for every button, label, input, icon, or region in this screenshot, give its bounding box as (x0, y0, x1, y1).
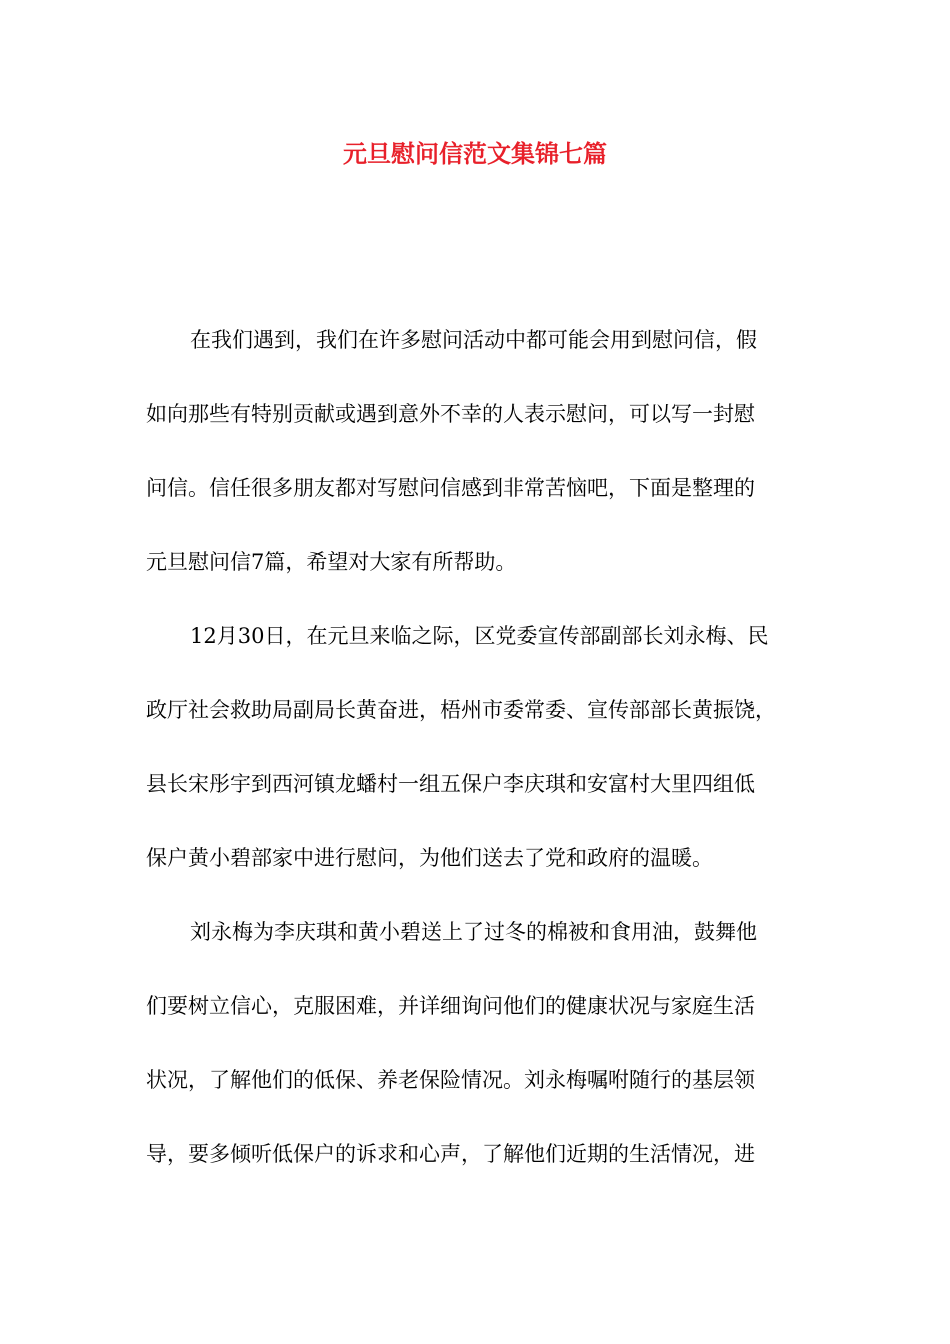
text-line: 状况，了解他们的低保、养老保险情况。刘永梅嘱咐随行的基层领 (146, 1068, 755, 1092)
text-line: 保户黄小碧部家中进行慰问，为他们送去了党和政府的温暖。 (146, 846, 713, 870)
document-body (146, 318, 814, 1206)
text-line: 政厅社会救助局副局长黄奋进，梧州市委常委、宣传部部长黄振饶， (146, 698, 776, 722)
text-line: 县长宋彤宇到西河镇龙蟠村一组五保户李庆琪和安富村大里四组低 (146, 772, 755, 796)
text-line: 如向那些有特别贡献或遇到意外不幸的人表示慰问，可以写一封慰 (146, 402, 755, 426)
text-line: 问信。信任很多朋友都对写慰问信感到非常苦恼吧，下面是整理的 (146, 476, 755, 500)
text-line: 元旦慰问信7篇，希望对大家有所帮助。 (146, 550, 517, 574)
text-line: 在我们遇到，我们在许多慰问活动中都可能会用到慰问信，假 (190, 328, 757, 352)
text-line: 刘永梅为李庆琪和黄小碧送上了过冬的棉被和食用油，鼓舞他 (190, 920, 757, 944)
text-line: 们要树立信心，克服困难，并详细询问他们的健康状况与家庭生活 (146, 994, 755, 1018)
text-line: 导，要多倾听低保户的诉求和心声，了解他们近期的生活情况，进 (146, 1142, 755, 1166)
text-line: 12月30日，在元旦来临之际，区党委宣传部副部长刘永梅、民 (190, 624, 769, 648)
document-title: 元旦慰问信范文集锦七篇 (343, 139, 607, 168)
